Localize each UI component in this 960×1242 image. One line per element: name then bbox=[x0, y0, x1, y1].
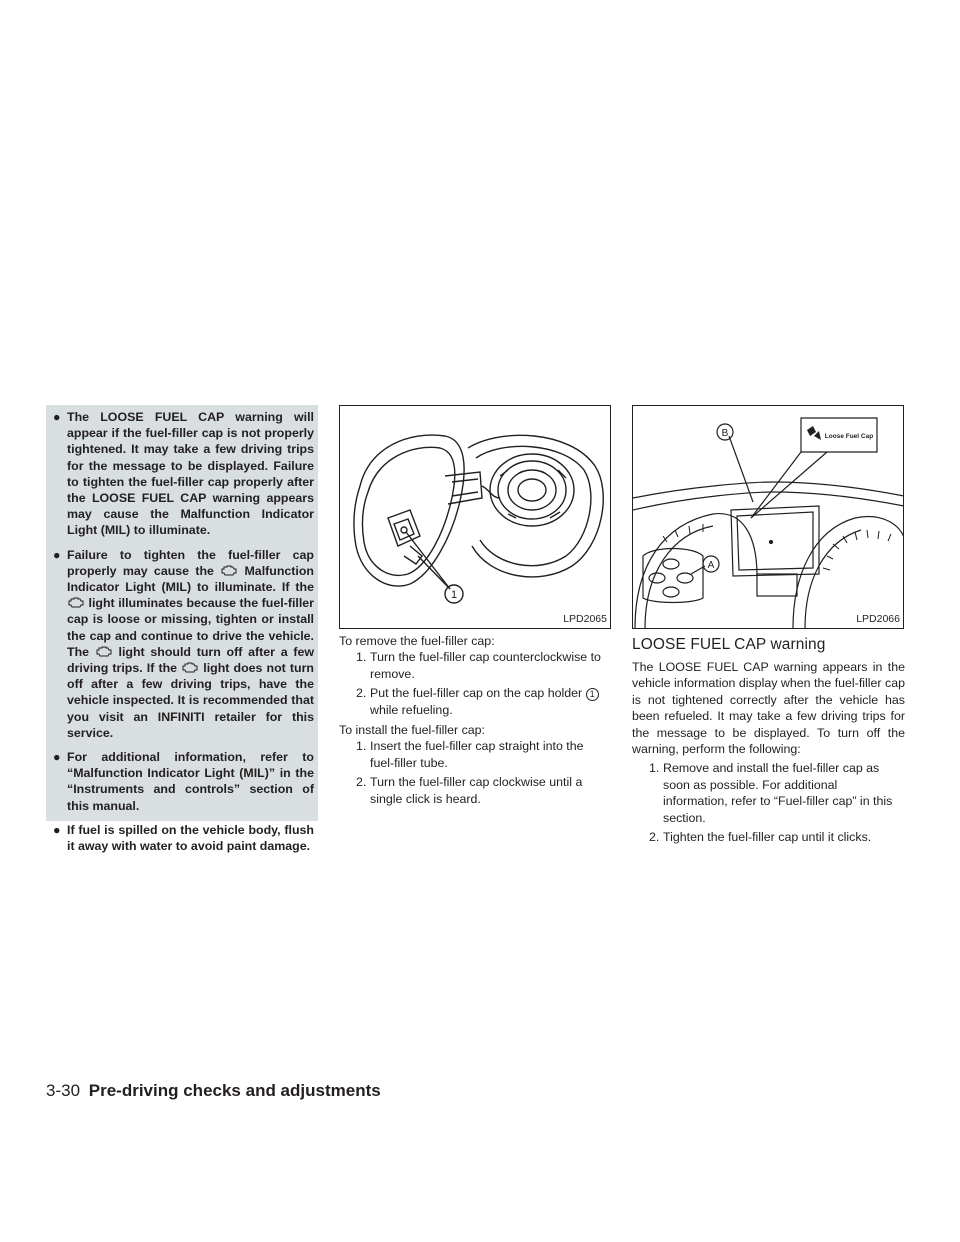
step-text: Insert the fuel-filler cap straight into the fuel-filler tube. bbox=[370, 739, 584, 770]
section-body: The LOOSE FUEL CAP warning appears in the vehicle information display when the fuel-filler cap is not tightened correctly after the vehicle has been refueled. It may take a few driving trips for the message to be displayed. To turn off the warning, perform the following: bbox=[632, 660, 905, 757]
warning-steps-list bbox=[632, 760, 905, 845]
callout-a: A bbox=[707, 560, 715, 571]
warning-text: light does not turn off after a few driving trips, have the vehicle inspected. It is recommended that you visit an INFINITI retailer for this service. bbox=[67, 661, 314, 740]
page-footer bbox=[46, 1081, 381, 1101]
warning-item bbox=[52, 409, 314, 539]
step-number: 1. bbox=[649, 761, 660, 776]
engine-icon bbox=[96, 646, 112, 657]
figure-code: LPD2065 bbox=[563, 612, 607, 625]
instrument-cluster-figure bbox=[632, 405, 904, 629]
warning-box bbox=[46, 405, 318, 854]
page-number: 3-30 bbox=[46, 1081, 81, 1100]
step-number: 2. bbox=[649, 830, 660, 845]
bullet: ● bbox=[53, 750, 61, 765]
footer-title: Pre-driving checks and adjustments bbox=[88, 1081, 381, 1100]
install-steps-list bbox=[339, 738, 611, 807]
right-column bbox=[632, 405, 905, 848]
warning-item bbox=[52, 749, 314, 814]
step-number: 1. bbox=[356, 650, 367, 665]
step-number: 2. bbox=[356, 686, 367, 701]
engine-icon bbox=[221, 565, 237, 576]
step-text: Turn the fuel-filler cap counterclockwise to remove. bbox=[370, 650, 601, 681]
step-text-tail: while refueling. bbox=[370, 702, 453, 717]
bullet: ● bbox=[53, 547, 61, 562]
step-item bbox=[632, 760, 905, 826]
warning-item bbox=[52, 822, 314, 854]
engine-icon bbox=[182, 662, 198, 673]
step-number: 1. bbox=[356, 739, 367, 754]
step-number: 2. bbox=[356, 775, 367, 790]
display-message: Loose Fuel Cap bbox=[824, 433, 874, 440]
step-item bbox=[339, 649, 611, 682]
loose-fuel-cap-icon bbox=[807, 426, 821, 440]
step-item bbox=[339, 685, 611, 718]
figure-code: LPD2066 bbox=[856, 612, 900, 625]
bullet: ● bbox=[53, 822, 61, 837]
step-item bbox=[339, 774, 611, 807]
warning-text: Failure to tighten the fuel-filler cap properly may cause the bbox=[67, 547, 314, 578]
callout-b: B bbox=[721, 428, 729, 439]
step-text: Put the fuel-filler cap on the cap holder bbox=[370, 686, 583, 701]
section-heading: LOOSE FUEL CAP warning bbox=[632, 636, 826, 653]
install-intro: To install the fuel-filler cap: bbox=[339, 723, 486, 738]
engine-icon bbox=[68, 597, 84, 608]
callout-ref: 1 bbox=[586, 688, 599, 701]
bullet: ● bbox=[53, 410, 61, 424]
step-item bbox=[339, 738, 611, 771]
step-text: Turn the fuel-filler cap clockwise until a single click is heard. bbox=[370, 775, 583, 806]
warning-text: light should turn off after a few driving trips. If the bbox=[67, 644, 314, 676]
fuel-door-illustration bbox=[340, 406, 610, 628]
warning-text: For additional information, refer to “Malfunction Indicator Light (MIL)” in the “Instruments and controls” section of this manual. bbox=[67, 750, 314, 813]
step-item bbox=[632, 829, 905, 845]
instrument-cluster-illustration bbox=[633, 406, 904, 628]
warning-item bbox=[52, 547, 314, 741]
remove-intro: To remove the fuel-filler cap: bbox=[339, 634, 495, 648]
remove-steps-list bbox=[339, 649, 611, 718]
fuel-filler-cap-figure bbox=[339, 405, 611, 629]
middle-column bbox=[339, 405, 611, 810]
warning-text: Malfunction Indicator Light (MIL) to illuminate. If the bbox=[67, 563, 314, 595]
warning-text: The LOOSE FUEL CAP warning will appear if the fuel-filler cap is not properly tightened. It may take a few driving trips for the message to be displayed. Failure to tighten the fuel-filler cap properly after the LOOSE FUEL CAP warning appears may cause the Malfunction Indicator Light (MIL) to illuminate. bbox=[67, 410, 314, 538]
step-text: Tighten the fuel-filler cap until it clicks. bbox=[663, 830, 872, 845]
warning-text: If fuel is spilled on the vehicle body, flush it away with water to avoid paint damage. bbox=[67, 822, 314, 854]
step-text: Remove and install the fuel-filler cap as soon as possible. For additional information, refer to “Fuel-filler cap” in this section. bbox=[663, 761, 893, 825]
callout-1: 1 bbox=[450, 589, 458, 601]
warning-text: light illuminates because the fuel-filler cap is loose or missing, tighten or install the cap and continue to drive the vehicle. The bbox=[67, 596, 314, 659]
